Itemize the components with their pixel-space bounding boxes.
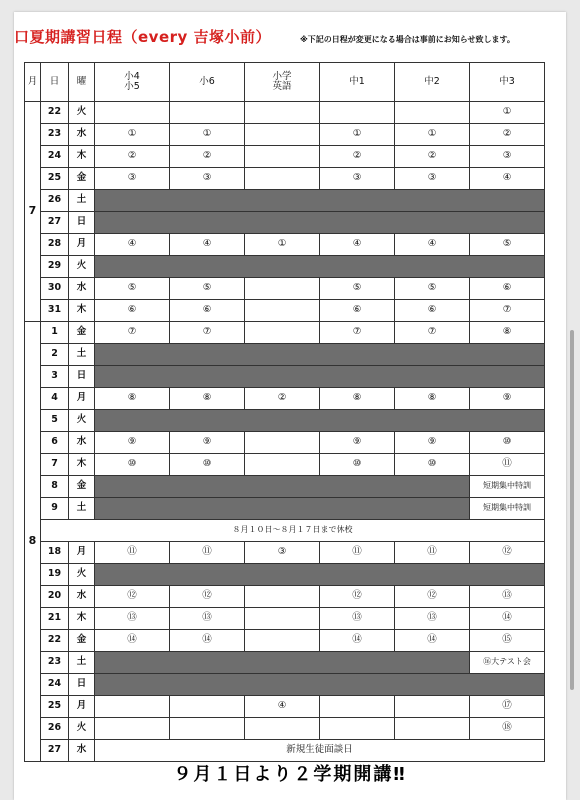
schedule-row (25, 432, 545, 454)
schedule-row (25, 366, 545, 388)
weekday-cell: 金 (69, 476, 95, 498)
lesson-cell (320, 718, 395, 740)
lesson-cell: ① (170, 124, 245, 146)
lesson-cell (245, 608, 320, 630)
interview-day-note: 新規生徒面談日 (95, 740, 545, 762)
header-grade: 小学 英語 (245, 63, 320, 102)
lesson-cell: ③ (245, 542, 320, 564)
weekday-cell: 水 (69, 432, 95, 454)
lesson-cell: ⑬ (470, 586, 545, 608)
weekday-cell: 金 (69, 322, 95, 344)
date-cell: 7 (41, 454, 69, 476)
lesson-cell: ① (95, 124, 170, 146)
date-cell: 28 (41, 234, 69, 256)
weekday-cell: 火 (69, 256, 95, 278)
schedule-row (25, 410, 545, 432)
date-cell: 23 (41, 652, 69, 674)
lesson-cell (170, 102, 245, 124)
lesson-cell: ④ (95, 234, 170, 256)
lesson-cell: ① (470, 102, 545, 124)
month-cell: 8 (25, 322, 41, 762)
weekday-cell: 木 (69, 146, 95, 168)
lesson-cell: ⑭ (470, 608, 545, 630)
date-cell: 26 (41, 718, 69, 740)
lesson-cell (395, 718, 470, 740)
weekday-cell: 月 (69, 388, 95, 410)
schedule-row (25, 212, 545, 234)
header-row (25, 63, 545, 102)
weekday-cell: 月 (69, 696, 95, 718)
lesson-cell: ② (95, 146, 170, 168)
special-session-note: 短期集中特訓 (470, 476, 545, 498)
weekday-cell: 水 (69, 740, 95, 762)
lesson-cell: ⑩ (395, 454, 470, 476)
lesson-cell: ⑬ (170, 608, 245, 630)
lesson-cell (245, 124, 320, 146)
date-cell: 1 (41, 322, 69, 344)
lesson-cell: ① (395, 124, 470, 146)
lesson-cell: ③ (95, 168, 170, 190)
header-grade: 中1 (320, 63, 395, 102)
header-grade: 中3 (470, 63, 545, 102)
lesson-cell (170, 696, 245, 718)
lesson-cell: ⑤ (395, 278, 470, 300)
schedule-row (25, 190, 545, 212)
lesson-cell: ⑥ (470, 278, 545, 300)
weekday-cell: 水 (69, 124, 95, 146)
lesson-cell (320, 696, 395, 718)
special-session-note: ⑯大テスト会 (470, 652, 545, 674)
date-cell: 22 (41, 630, 69, 652)
lesson-cell (245, 586, 320, 608)
schedule-row (25, 124, 545, 146)
lesson-cell: ⑪ (320, 542, 395, 564)
lesson-cell: ⑩ (95, 454, 170, 476)
lesson-cell: ⑥ (95, 300, 170, 322)
schedule-row (25, 146, 545, 168)
lesson-cell: ⑱ (470, 718, 545, 740)
weekday-cell: 土 (69, 344, 95, 366)
schedule-row (25, 652, 545, 674)
date-cell: 25 (41, 168, 69, 190)
closure-row (25, 520, 545, 542)
lesson-cell: ⑨ (170, 432, 245, 454)
lesson-cell: ⑫ (470, 542, 545, 564)
lesson-cell: ③ (320, 168, 395, 190)
lesson-cell: ⑧ (170, 388, 245, 410)
lesson-cell: ⑮ (470, 630, 545, 652)
weekday-cell: 金 (69, 630, 95, 652)
lesson-cell (245, 454, 320, 476)
lesson-cell: ⑫ (395, 586, 470, 608)
schedule-row (25, 608, 545, 630)
lesson-cell: ④ (245, 696, 320, 718)
date-cell: 27 (41, 212, 69, 234)
schedule-row (25, 234, 545, 256)
lesson-cell: ⑩ (170, 454, 245, 476)
lesson-cell (395, 102, 470, 124)
header-day: 日 (41, 63, 69, 102)
lesson-cell: ② (170, 146, 245, 168)
date-cell: 5 (41, 410, 69, 432)
date-cell: 4 (41, 388, 69, 410)
closed-cell (95, 498, 470, 520)
weekday-cell: 日 (69, 674, 95, 696)
schedule-row (25, 476, 545, 498)
weekday-cell: 月 (69, 234, 95, 256)
lesson-cell (95, 696, 170, 718)
scrollbar[interactable] (570, 330, 574, 690)
weekday-cell: 火 (69, 102, 95, 124)
lesson-cell: ⑭ (95, 630, 170, 652)
schedule-row (25, 630, 545, 652)
date-cell: 26 (41, 190, 69, 212)
lesson-cell: ⑤ (470, 234, 545, 256)
date-cell: 8 (41, 476, 69, 498)
weekday-cell: 水 (69, 278, 95, 300)
schedule-row (25, 696, 545, 718)
date-cell: 31 (41, 300, 69, 322)
closed-cell (95, 564, 545, 586)
page-title: 口夏期講習日程（every 吉塚小前） (14, 28, 272, 46)
date-cell: 29 (41, 256, 69, 278)
lesson-cell: ⑬ (395, 608, 470, 630)
lesson-cell: ⑭ (395, 630, 470, 652)
lesson-cell: ⑦ (95, 322, 170, 344)
date-cell: 20 (41, 586, 69, 608)
weekday-cell: 火 (69, 718, 95, 740)
lesson-cell (395, 696, 470, 718)
lesson-cell: ⑩ (320, 454, 395, 476)
lesson-cell (245, 322, 320, 344)
lesson-cell (245, 168, 320, 190)
lesson-cell: ⑩ (470, 432, 545, 454)
lesson-cell: ③ (170, 168, 245, 190)
lesson-cell: ⑧ (395, 388, 470, 410)
lesson-cell: ⑫ (95, 586, 170, 608)
lesson-cell: ⑤ (170, 278, 245, 300)
date-cell: 27 (41, 740, 69, 762)
schedule-body (25, 102, 545, 762)
lesson-cell (245, 718, 320, 740)
weekday-cell: 火 (69, 564, 95, 586)
lesson-cell: ⑥ (395, 300, 470, 322)
lesson-cell: ⑨ (95, 432, 170, 454)
lesson-cell: ⑦ (170, 322, 245, 344)
header-weekday: 曜 (69, 63, 95, 102)
weekday-cell: 土 (69, 652, 95, 674)
lesson-cell: ⑦ (320, 322, 395, 344)
footer-announcement: ９月１日より２学期開講‼ (173, 764, 407, 785)
lesson-cell: ⑤ (320, 278, 395, 300)
weekday-cell: 月 (69, 542, 95, 564)
lesson-cell (245, 102, 320, 124)
lesson-cell: ④ (395, 234, 470, 256)
lesson-cell: ⑪ (95, 542, 170, 564)
schedule-row (25, 344, 545, 366)
closed-cell (95, 344, 545, 366)
lesson-cell: ⑭ (320, 630, 395, 652)
weekday-cell: 日 (69, 366, 95, 388)
lesson-cell: ⑬ (320, 608, 395, 630)
schedule-row (25, 674, 545, 696)
lesson-cell: ⑦ (470, 300, 545, 322)
lesson-cell: ⑦ (395, 322, 470, 344)
change-notice: ※下記の日程が変更になる場合は事前にお知らせ致します。 (300, 35, 515, 44)
lesson-cell: ③ (470, 146, 545, 168)
lesson-cell: ⑫ (320, 586, 395, 608)
lesson-cell: ② (320, 146, 395, 168)
weekday-cell: 金 (69, 168, 95, 190)
lesson-cell: ⑬ (95, 608, 170, 630)
date-cell: 2 (41, 344, 69, 366)
schedule-row (25, 542, 545, 564)
weekday-cell: 土 (69, 498, 95, 520)
closed-cell (95, 652, 470, 674)
lesson-cell: ② (245, 388, 320, 410)
weekday-cell: 木 (69, 608, 95, 630)
closure-notice: ８月１０日～８月１７日まで休校 (41, 520, 545, 542)
lesson-cell: ④ (470, 168, 545, 190)
month-cell: 7 (25, 102, 41, 322)
schedule-table (24, 62, 545, 762)
lesson-cell: ① (320, 124, 395, 146)
date-cell: 24 (41, 146, 69, 168)
lesson-cell: ⑨ (320, 432, 395, 454)
lesson-cell: ② (470, 124, 545, 146)
schedule-row (25, 168, 545, 190)
lesson-cell (245, 630, 320, 652)
lesson-cell (95, 102, 170, 124)
special-session-note: 短期集中特訓 (470, 498, 545, 520)
closed-cell (95, 476, 470, 498)
lesson-cell: ④ (170, 234, 245, 256)
header-grade: 中2 (395, 63, 470, 102)
lesson-cell: ⑫ (170, 586, 245, 608)
header-grade: 小6 (170, 63, 245, 102)
lesson-cell: ③ (395, 168, 470, 190)
lesson-cell: ① (245, 234, 320, 256)
lesson-cell: ⑧ (95, 388, 170, 410)
lesson-cell: ⑪ (395, 542, 470, 564)
schedule-row (25, 564, 545, 586)
closed-cell (95, 410, 545, 432)
lesson-cell: ⑰ (470, 696, 545, 718)
date-cell: 23 (41, 124, 69, 146)
header-month: 月 (25, 63, 41, 102)
schedule-row (25, 278, 545, 300)
lesson-cell: ⑧ (320, 388, 395, 410)
schedule-row (25, 256, 545, 278)
lesson-cell (245, 278, 320, 300)
schedule-row (25, 454, 545, 476)
schedule-row (25, 102, 545, 124)
lesson-cell (245, 146, 320, 168)
schedule-row (25, 718, 545, 740)
lesson-cell (170, 718, 245, 740)
date-cell: 25 (41, 696, 69, 718)
date-cell: 30 (41, 278, 69, 300)
lesson-cell: ⑧ (470, 322, 545, 344)
lesson-cell (245, 432, 320, 454)
closed-cell (95, 190, 545, 212)
weekday-cell: 木 (69, 300, 95, 322)
weekday-cell: 土 (69, 190, 95, 212)
closed-cell (95, 256, 545, 278)
schedule-row (25, 322, 545, 344)
lesson-cell: ⑪ (470, 454, 545, 476)
date-cell: 19 (41, 564, 69, 586)
lesson-cell (245, 300, 320, 322)
schedule-row (25, 388, 545, 410)
closed-cell (95, 212, 545, 234)
date-cell: 6 (41, 432, 69, 454)
lesson-cell: ② (395, 146, 470, 168)
lesson-cell: ⑪ (170, 542, 245, 564)
lesson-cell: ⑨ (470, 388, 545, 410)
date-cell: 22 (41, 102, 69, 124)
schedule-row (25, 586, 545, 608)
lesson-cell (95, 718, 170, 740)
lesson-cell: ⑭ (170, 630, 245, 652)
lesson-cell (320, 102, 395, 124)
lesson-cell: ⑤ (95, 278, 170, 300)
weekday-cell: 水 (69, 586, 95, 608)
schedule-row (25, 740, 545, 762)
date-cell: 24 (41, 674, 69, 696)
lesson-cell: ⑥ (170, 300, 245, 322)
date-cell: 3 (41, 366, 69, 388)
date-cell: 18 (41, 542, 69, 564)
date-cell: 9 (41, 498, 69, 520)
closed-cell (95, 674, 545, 696)
date-cell: 21 (41, 608, 69, 630)
lesson-cell: ⑥ (320, 300, 395, 322)
lesson-cell: ④ (320, 234, 395, 256)
weekday-cell: 木 (69, 454, 95, 476)
weekday-cell: 日 (69, 212, 95, 234)
schedule-row (25, 300, 545, 322)
weekday-cell: 火 (69, 410, 95, 432)
schedule-row (25, 498, 545, 520)
header-grade: 小4 小5 (95, 63, 170, 102)
closed-cell (95, 366, 545, 388)
lesson-cell: ⑨ (395, 432, 470, 454)
